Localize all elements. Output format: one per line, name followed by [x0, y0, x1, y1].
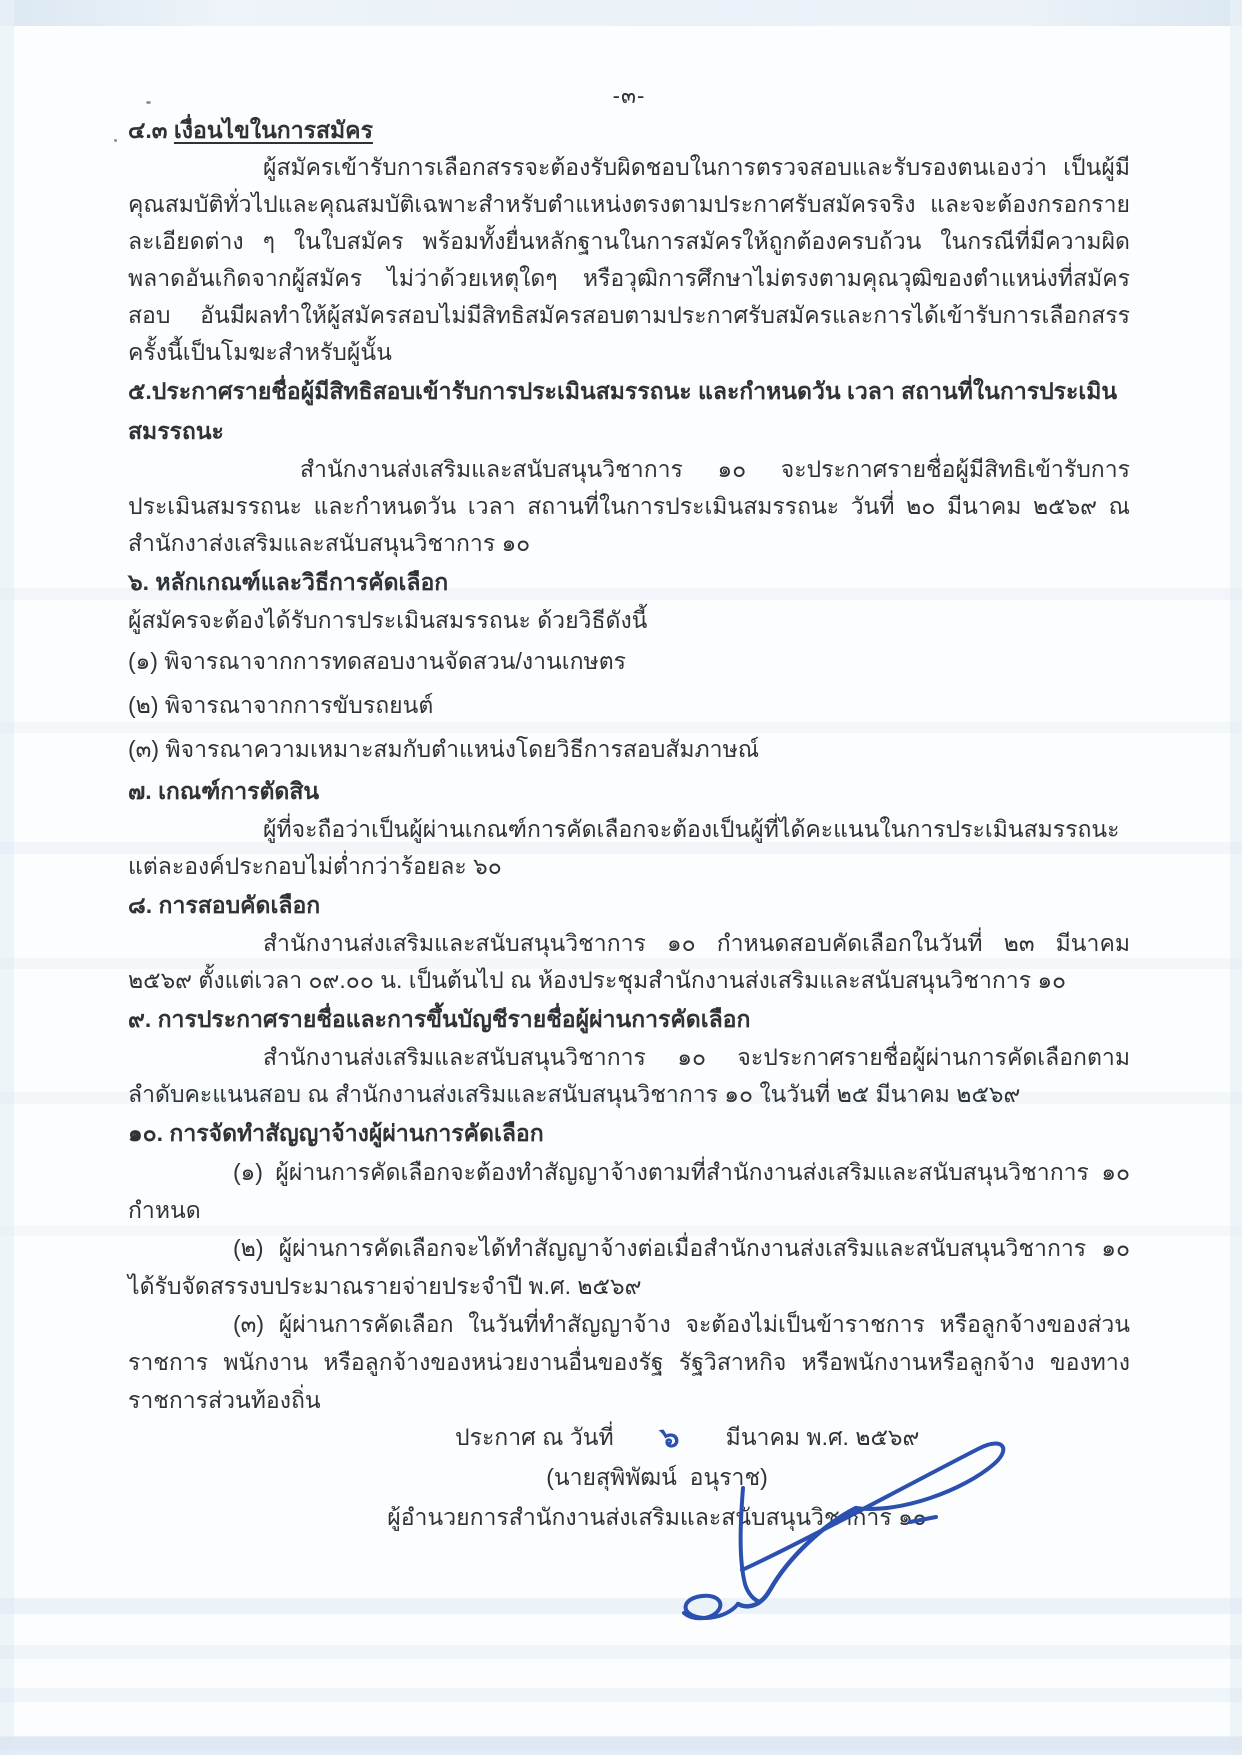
scan-band	[0, 1598, 1242, 1614]
signer-name: (นายสุพิพัฒน์ อนุราช)	[546, 1464, 768, 1490]
scan-band	[0, 1736, 1242, 1750]
scan-speck	[114, 139, 117, 142]
scan-band	[0, 1688, 1242, 1702]
page-number: -๓-	[612, 83, 646, 108]
section-4-3-title: เงื่อนไขในการสมัคร	[173, 117, 373, 143]
section-4-3-body: ผู้สมัครเข้ารับการเลือกสรรจะต้องรับผิดชอบในการตรวจสอบและรับรองตนเองว่า เป็นผู้มีคุณสมบัติทั่วไปและคุณสมบัติเฉพาะสำหรับตำแหน่งตรงตามประกาศรับสมัครจริง และจะต้องกรอกรายละเอียดต่าง ๆ ในใบสมัคร พร้อมทั้งยื่นหลักฐานในการสมัครให้ถูกต้องครบถ้วน ในกรณีที่มีความผิดพลาดอันเกิดจากผู้สมัคร ไม่ว่าด้วยเหตุใดๆ หรือวุฒิการศึกษาไม่ตรงตามคุณวุฒิของตำแหน่งที่สมัครสอบ อันมีผลทำให้ผู้สมัครสอบไม่มีสิทธิสมัครสอบตามประกาศรับสมัครและการได้เข้ารับการเลือกสรรครั้งนี้เป็นโมฆะสำหรับผู้นั้น	[128, 154, 1130, 365]
section-5-heading: ๕.ประกาศรายชื่อผู้มีสิทธิสอบเข้ารับการประเมินสมรรถนะ และกำหนดวัน เวลา สถานที่ในการประเมินสมรรถนะ	[128, 378, 1118, 444]
section-10-heading: ๑๐. การจัดทำสัญญาจ้างผู้ผ่านการคัดเลือก	[128, 1120, 544, 1146]
section-4-3-number: ๔.๓	[128, 117, 168, 143]
section-10-item-2: (๒) ผู้ผ่านการคัดเลือกจะได้ทำสัญญาจ้างต่อเมื่อสำนักงานส่งเสริมและสนับสนุนวิชาการ ๑๐ ได้รับจัดสรรงบประมาณรายจ่ายประจำปี พ.ศ. ๒๕๖๙	[128, 1235, 1130, 1299]
section-6-heading: ๖. หลักเกณฑ์และวิธีการคัดเลือก	[128, 569, 449, 595]
signer-title: ผู้อำนวยการสำนักงานส่งเสริมและสนับสนุนวิชาการ ๑๐	[387, 1504, 927, 1530]
section-9-body: สำนักงานส่งเสริมและสนับสนุนวิชาการ ๑๐ จะประกาศรายชื่อผู้ผ่านการคัดเลือกตามลำดับคะแนนสอบ ณ สำนักงานส่งเสริมและสนับสนุนวิชาการ ๑๐ ในวันที่ ๒๕ มีนาคม ๒๕๖๙	[128, 1044, 1130, 1107]
section-7-heading: ๗. เกณฑ์การตัดสิน	[128, 778, 320, 804]
scan-band	[0, 1645, 1242, 1659]
document-content	[128, 0, 1130, 1537]
section-6-item-2: (๒) พิจารณาจากการขับรถยนต์	[128, 692, 434, 718]
scan-edge-bottom	[0, 1737, 1242, 1755]
scan-edge-right	[1230, 0, 1242, 1755]
section-6-item-3: (๓) พิจารณาความเหมาะสมกับตำแหน่งโดยวิธีการสอบสัมภาษณ์	[128, 736, 760, 762]
section-10-item-1: (๑) ผู้ผ่านการคัดเลือกจะต้องทำสัญญาจ้างตามที่สำนักงานส่งเสริมและสนับสนุนวิชาการ ๑๐ กำหนด	[128, 1159, 1130, 1223]
section-9-heading: ๙. การประกาศรายชื่อและการขึ้นบัญชีรายชื่อผู้ผ่านการคัดเลือก	[128, 1006, 751, 1032]
scan-edge-left	[0, 0, 14, 1755]
section-10-item-3: (๓) ผู้ผ่านการคัดเลือก ในวันที่ทำสัญญาจ้าง จะต้องไม่เป็นข้าราชการ หรือลูกจ้างของส่วนราชการ พนักงาน หรือลูกจ้างของหน่วยงานอื่นของรัฐ รัฐวิสาหกิจ หรือพนักงานหรือลูกจ้าง ของทางราชการส่วนท้องถิ่น	[128, 1311, 1130, 1413]
section-6-item-1: (๑) พิจารณาจากการทดสอบงานจัดสวน/งานเกษตร	[128, 648, 626, 674]
section-4-3-heading	[128, 113, 1130, 149]
section-7-body: ผู้ที่จะถือว่าเป็นผู้ผ่านเกณฑ์การคัดเลือกจะต้องเป็นผู้ที่ได้คะแนนในการประเมินสมรรถนะแต่ละองค์ประกอบไม่ต่ำกว่าร้อยละ ๖๐	[128, 816, 1120, 879]
section-6-intro: ผู้สมัครจะต้องได้รับการประเมินสมรรถนะ ด้วยวิธีดังนี้	[128, 607, 648, 633]
issue-date-prefix: ประกาศ ณ วันที่	[455, 1424, 614, 1450]
section-5-body: สำนักงานส่งเสริมและสนับสนุนวิชาการ ๑๐ จะประกาศรายชื่อผู้มีสิทธิเข้ารับการประเมินสมรรถนะ และกำหนดวัน เวลา สถานที่ในการประเมินสมรรถนะ วันที่ ๒๐ มีนาคม ๒๕๖๙ ณ สำนักงาส่งเสริมและสนับสนุนวิชาการ ๑๐	[128, 456, 1130, 556]
section-8-heading: ๘. การสอบคัดเลือก	[128, 892, 321, 918]
section-8-body: สำนักงานส่งเสริมและสนับสนุนวิชาการ ๑๐ กำหนดสอบคัดเลือกในวันที่ ๒๓ มีนาคม ๒๕๖๙ ตั้งแต่เวลา ๐๙.๐๐ น. เป็นต้นไป ณ ห้องประชุมสำนักงานส่งเสริมและสนับสนุนวิชาการ ๑๐	[128, 930, 1130, 993]
handwritten-day: ๖	[658, 1420, 681, 1456]
issue-date-suffix: มีนาคม พ.ศ. ๒๕๖๙	[725, 1424, 920, 1450]
issue-date-line	[128, 1419, 1130, 1457]
